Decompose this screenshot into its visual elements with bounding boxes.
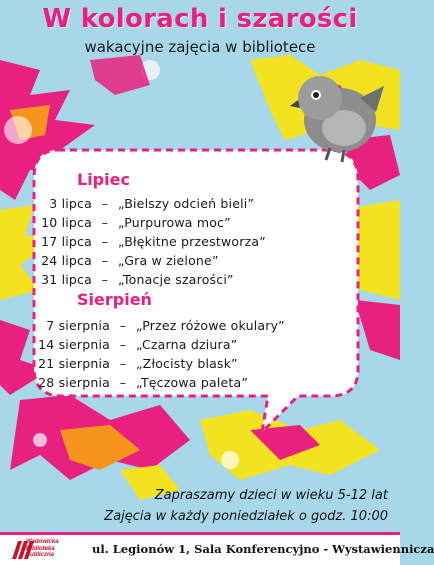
july-event-item (0, 251, 266, 270)
logo-line-1: Wadowicka (26, 539, 59, 545)
event-separator: – (101, 215, 109, 230)
event-title: „Przez różowe okulary” (136, 318, 285, 333)
event-separator: – (119, 318, 127, 333)
event-separator: – (119, 356, 127, 371)
event-date: 14 sierpnia (38, 337, 110, 352)
logo-line-3: Publiczna (26, 552, 55, 558)
july-event-item (0, 194, 266, 213)
event-separator: – (101, 234, 109, 249)
event-separator: – (101, 196, 109, 211)
july-event-item (0, 270, 266, 289)
august-event-item (0, 316, 285, 335)
event-date: 7 sierpnia (46, 318, 110, 333)
august-event-item (0, 373, 285, 392)
august-events-list (0, 316, 285, 392)
footer-divider (0, 532, 400, 535)
event-title: „Błękitne przestworza” (118, 234, 266, 249)
event-date: 3 lipca (49, 196, 92, 211)
event-separator: – (119, 375, 127, 390)
july-event-item (0, 213, 266, 232)
month-heading-august: Sierpień (77, 290, 152, 309)
invitation-schedule-line: Zajęcia w każdy poniedziałek o godz. 10:00 (104, 509, 388, 524)
event-date: 28 sierpnia (38, 375, 110, 390)
invitation-age-line: Zapraszamy dzieci w wieku 5-12 lat (154, 488, 388, 503)
august-event-item (0, 354, 285, 373)
event-title: „Tęczowa paleta” (136, 375, 249, 390)
event-title: „Purpurowa moc” (118, 215, 231, 230)
event-date: 24 lipca (41, 253, 92, 268)
month-heading-july: Lipiec (77, 170, 130, 189)
event-date: 21 sierpnia (38, 356, 110, 371)
address-text: ul. Legionów 1, Sala Konferencyjno - Wystawiennicza (92, 542, 434, 556)
event-separator: – (101, 253, 109, 268)
event-title: „Złocisty blask” (136, 356, 238, 371)
event-separator: – (119, 337, 127, 352)
event-title: „Tonacje szarości” (118, 272, 234, 287)
event-title: „Czarna dziura” (136, 337, 238, 352)
library-logo-text (26, 539, 59, 559)
event-title: „Bielszy odcień bieli” (118, 196, 255, 211)
event-date: 31 lipca (41, 272, 92, 287)
july-event-item (0, 232, 266, 251)
page-title: W kolorach i szarości (42, 4, 358, 34)
event-separator: – (101, 272, 109, 287)
event-title: „Gra w zielone” (118, 253, 219, 268)
event-date: 17 lipca (41, 234, 92, 249)
page-subtitle: wakacyjne zajęcia w bibliotece (84, 38, 316, 56)
logo-line-2: Biblioteka (26, 545, 55, 552)
july-events-list (0, 194, 266, 289)
event-date: 10 lipca (41, 215, 92, 230)
august-event-item (0, 335, 285, 354)
